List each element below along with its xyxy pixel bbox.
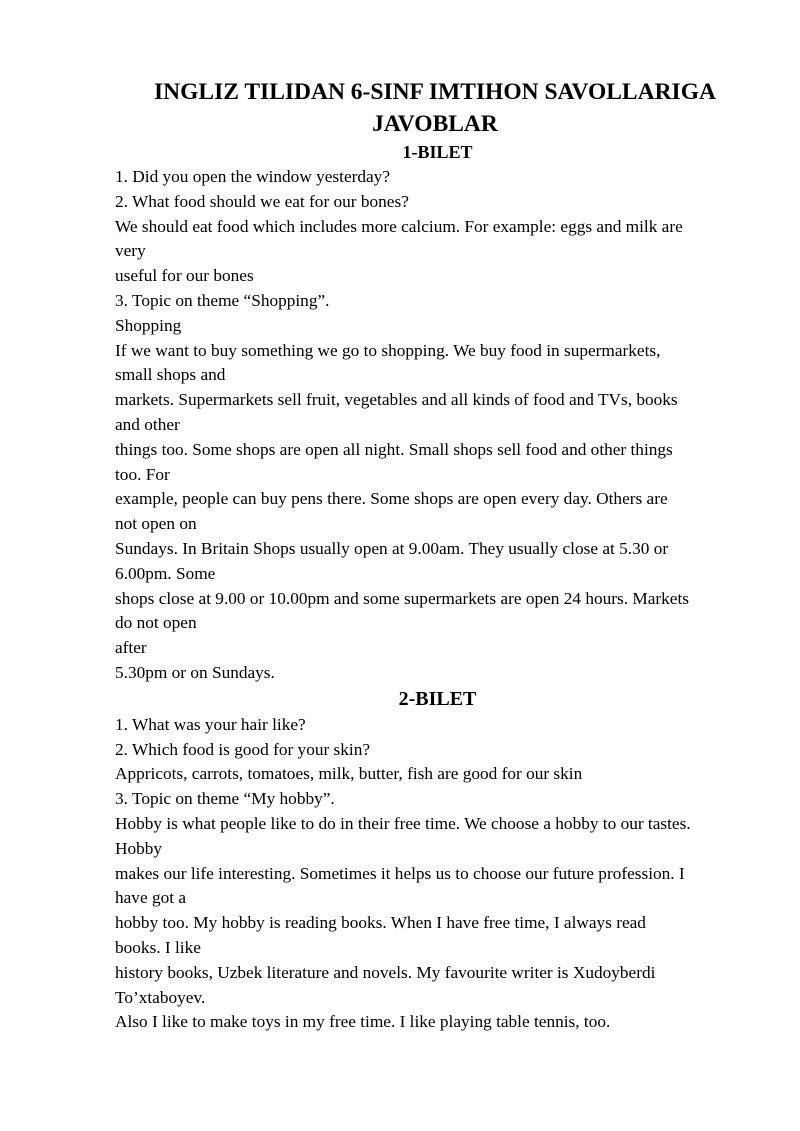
text-line: small shops and xyxy=(115,365,226,385)
text-line: Hobby is what people like to do in their free time. We choose a hobby to our tastes. xyxy=(115,813,691,833)
section-2-bilet xyxy=(115,686,760,1035)
text-line: 1. Did you open the window yesterday? xyxy=(115,167,390,186)
text-line: 2. Which food is good for your skin? xyxy=(115,739,371,759)
document-title xyxy=(110,76,760,140)
text-line: shops close at 9.00 or 10.00pm and some supermarkets are open 24 hours. Markets xyxy=(115,588,690,608)
section-heading: 2-BILET xyxy=(398,687,477,710)
section-body xyxy=(115,165,760,686)
text-line: Shopping xyxy=(115,315,182,335)
text-line: Appricots, carrots, tomatoes, milk, butter, fish are good for our skin xyxy=(115,764,583,784)
document-title-line-1: INGLIZ TILIDAN 6-SINF IMTIHON SAVOLLARIGA xyxy=(154,79,716,105)
text-line: not open on xyxy=(115,514,197,534)
section-body xyxy=(115,713,760,1035)
text-line: very xyxy=(115,241,146,261)
text-line: after xyxy=(115,638,147,658)
text-line: useful for our bones xyxy=(115,266,254,286)
text-line: history books, Uzbek literature and novels. My favourite writer is Xudoyberdi xyxy=(115,962,656,982)
text-line: things too. Some shops are open all night. Small shops sell food and other things xyxy=(115,439,673,459)
text-line: Sundays. In Britain Shops usually open at 9.00am. They usually close at 5.30 or xyxy=(115,538,669,558)
text-line: We should eat food which includes more calcium. For example: eggs and milk are xyxy=(115,216,683,236)
text-line: markets. Supermarkets sell fruit, vegetables and all kinds of food and TVs, books xyxy=(115,390,678,410)
text-line: makes our life interesting. Sometimes it helps us to choose our future profession. I xyxy=(115,863,685,883)
text-line: hobby too. My hobby is reading books. When I have free time, I always read xyxy=(115,913,646,933)
text-line: 3. Topic on theme “My hobby”. xyxy=(115,789,335,809)
text-line: too. For xyxy=(115,464,170,484)
text-line: 1. What was your hair like? xyxy=(115,714,306,734)
text-line: Hobby xyxy=(115,838,163,858)
text-line: 3. Topic on theme “Shopping”. xyxy=(115,290,330,310)
text-line: books. I like xyxy=(115,937,201,957)
text-line: To’xtaboyev. xyxy=(115,987,206,1007)
text-line: do not open xyxy=(115,613,197,633)
section-1-bilet xyxy=(115,140,760,686)
text-line: 6.00pm. Some xyxy=(115,563,216,583)
section-heading: 1-BILET xyxy=(402,142,473,162)
text-line: have got a xyxy=(115,888,187,908)
text-line: If we want to buy something we go to shopping. We buy food in supermarkets, xyxy=(115,340,661,360)
text-line: 5.30pm or on Sundays. xyxy=(115,662,275,682)
text-line: example, people can buy pens there. Some shops are open every day. Others are xyxy=(115,489,668,509)
document-title-line-2: JAVOBLAR xyxy=(372,111,498,137)
text-line: Also I like to make toys in my free time. I like playing table tennis, too. xyxy=(115,1012,611,1032)
text-line: 2. What food should we eat for our bones? xyxy=(115,191,409,211)
text-line: and other xyxy=(115,414,180,434)
